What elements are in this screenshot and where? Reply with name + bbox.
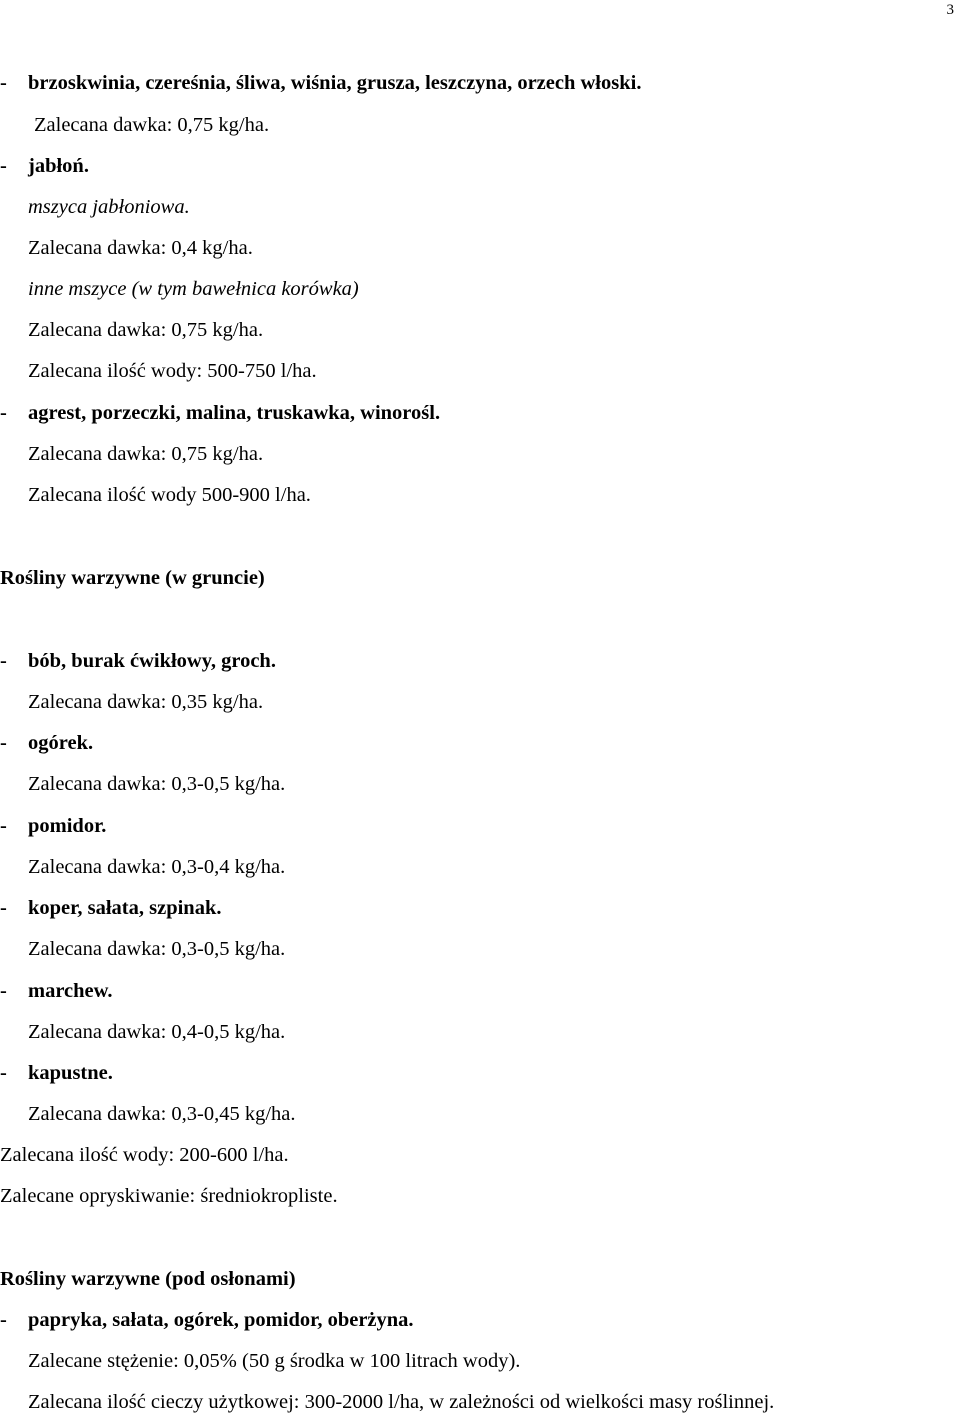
crop-label: ogórek. — [28, 732, 94, 754]
list-item-apple — [0, 154, 89, 178]
bullet-dash: - — [0, 650, 7, 672]
crop-label: pomidor. — [28, 815, 107, 837]
water-line: Zalecana ilość wody: 500-750 l/ha. — [28, 360, 317, 382]
dose-line: Zalecana dawka: 0,75 kg/ha. — [28, 443, 264, 465]
list-item-carrot — [0, 979, 112, 1003]
dose-line: Zalecana dawka: 0,3-0,5 kg/ha. — [28, 773, 286, 795]
list-item-pepper — [0, 1308, 414, 1332]
dose-line: Zalecana dawka: 0,35 kg/ha. — [28, 691, 264, 713]
list-item-tomato — [0, 814, 106, 838]
crop-label: brzoskwinia, czereśnia, śliwa, wiśnia, grusza, leszczyna, orzech włoski. — [28, 72, 642, 94]
dose-line: Zalecana dawka: 0,3-0,4 kg/ha. — [28, 856, 286, 878]
bullet-dash: - — [0, 815, 7, 837]
list-item-berries — [0, 401, 440, 425]
list-item-orchard-fruits — [0, 71, 641, 95]
bullet-dash: - — [0, 402, 7, 424]
dose-line: Zalecana dawka: 0,3-0,45 kg/ha. — [28, 1103, 296, 1125]
page-number: 3 — [946, 2, 954, 18]
dose-line: Zalecana dawka: 0,4 kg/ha. — [28, 237, 253, 259]
bullet-dash: - — [0, 1309, 7, 1331]
crop-label: jabłoń. — [28, 155, 89, 177]
bullet-dash: - — [0, 980, 7, 1002]
spray-line: Zalecane opryskiwanie: średniokropliste. — [0, 1185, 338, 1207]
list-item-cucumber — [0, 731, 93, 755]
dose-line: Zalecana dawka: 0,75 kg/ha. — [34, 114, 270, 136]
concentration-line: Zalecane stężenie: 0,05% (50 g środka w 100 litrach wody). — [28, 1350, 521, 1372]
list-item-dill — [0, 896, 221, 920]
list-item-brassicas — [0, 1061, 113, 1085]
liquid-volume-line: Zalecana ilość cieczy użytkowej: 300-2000 l/ha, w zależności od wielkości masy roślinnej. — [28, 1391, 775, 1413]
dose-line: Zalecana dawka: 0,3-0,5 kg/ha. — [28, 938, 286, 960]
crop-label: bób, burak ćwikłowy, groch. — [28, 650, 276, 672]
pest-label: mszyca jabłoniowa. — [28, 196, 190, 218]
crop-label: kapustne. — [28, 1062, 113, 1084]
section-heading-greenhouse-vegetables: Rośliny warzywne (pod osłonami) — [0, 1268, 296, 1290]
crop-label: agrest, porzeczki, malina, truskawka, winorośl. — [28, 402, 441, 424]
bullet-dash: - — [0, 155, 7, 177]
list-item-broad-bean — [0, 649, 276, 673]
bullet-dash: - — [0, 1062, 7, 1084]
water-line: Zalecana ilość wody: 200-600 l/ha. — [0, 1144, 289, 1166]
pest-label: inne mszyce (w tym bawełnica korówka) — [28, 278, 359, 300]
crop-label: papryka, sałata, ogórek, pomidor, oberżyna. — [28, 1309, 414, 1331]
bullet-dash: - — [0, 897, 7, 919]
crop-label: koper, sałata, szpinak. — [28, 897, 222, 919]
bullet-dash: - — [0, 72, 7, 94]
crop-label: marchew. — [28, 980, 113, 1002]
section-heading-field-vegetables: Rośliny warzywne (w gruncie) — [0, 567, 265, 589]
dose-line: Zalecana dawka: 0,4-0,5 kg/ha. — [28, 1021, 286, 1043]
bullet-dash: - — [0, 732, 7, 754]
water-line: Zalecana ilość wody 500-900 l/ha. — [28, 484, 311, 506]
dose-line: Zalecana dawka: 0,75 kg/ha. — [28, 319, 264, 341]
